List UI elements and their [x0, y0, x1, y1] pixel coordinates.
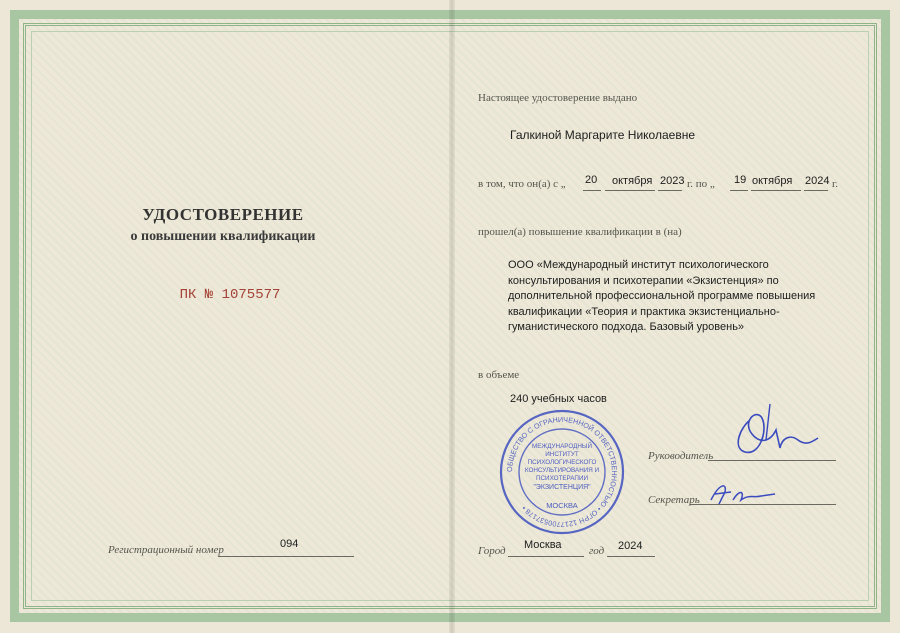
from-month-line — [605, 190, 655, 191]
program-line: ООО «Международный институт психологического — [508, 259, 769, 271]
secretary-signature — [705, 478, 785, 508]
from-day-line — [583, 190, 601, 191]
stamp-line: МЕЖДУНАРОДНЫЙ — [531, 443, 593, 450]
to-day-line — [730, 190, 748, 191]
city-label: Город — [478, 545, 506, 557]
stamp-line: "ЭКЗИСТЕНЦИЯ" — [533, 484, 591, 491]
reg-number-value: 094 — [280, 538, 299, 550]
secretary-label: Секретарь — [648, 494, 700, 506]
period-end: г. — [832, 178, 839, 190]
program-line: гуманистического подхода. Базовый уровень» — [508, 321, 745, 333]
document-subtitle: о повышении квалификации — [130, 229, 316, 244]
from-year: 2023 — [660, 175, 685, 187]
volume-value: 240 учебных часов — [510, 393, 607, 405]
period-mid: г. по „ — [687, 178, 715, 190]
period-intro: в том, что он(а) с „ — [478, 178, 566, 190]
stamp-line: ИНСТИТУТ — [545, 451, 579, 458]
year-value: 2024 — [618, 540, 643, 552]
to-year: 2024 — [805, 175, 830, 187]
passed-label: прошел(а) повышение квалификации в (на) — [478, 226, 682, 238]
center-fold — [449, 0, 455, 633]
city-value: Москва — [524, 539, 562, 551]
stamp-city: МОСКВА — [546, 501, 578, 510]
recipient-name: Галкиной Маргарите Николаевне — [510, 128, 695, 142]
to-year-line — [804, 190, 828, 191]
head-signature — [720, 400, 830, 460]
to-day: 19 — [734, 174, 747, 186]
serial-number: ПК № 1075577 — [179, 287, 281, 303]
stamp-ring-text: ОБЩЕСТВО С ОГРАНИЧЕННОЙ ОТВЕТСТВЕННОСТЬЮ • ОГРН 1217700537178 • — [504, 414, 620, 530]
stamp-line: КОНСУЛЬТИРОВАНИЯ И — [524, 467, 600, 474]
reg-number-label: Регистрационный номер — [108, 544, 224, 556]
year-label: год — [589, 545, 605, 557]
head-signature-line — [708, 460, 836, 461]
show-through-text — [270, 246, 445, 316]
head-label: Руководитель — [648, 450, 714, 462]
to-month-line — [751, 190, 801, 191]
issued-label: Настоящее удостоверение выдано — [478, 92, 638, 104]
stamp-line: ПСИХОТЕРАПИИ — [535, 475, 589, 482]
city-line — [508, 556, 584, 557]
document-title: УДОСТОВЕРЕНИЕ — [142, 205, 304, 224]
to-month: октября — [752, 175, 793, 187]
reg-number-line — [218, 556, 354, 557]
from-day: 20 — [585, 174, 598, 186]
program-line: дополнительной профессиональной программе повышения — [508, 290, 816, 302]
from-month: октября — [612, 175, 653, 187]
institute-stamp — [498, 408, 626, 536]
volume-label: в объеме — [478, 369, 520, 381]
program-description — [508, 258, 815, 336]
program-line: консультирования и психотерапии «Экзистенция» по — [508, 274, 779, 287]
stamp-line: ПСИХОЛОГИЧЕСКОГО — [527, 459, 597, 466]
from-year-line — [658, 190, 682, 191]
year-line — [607, 556, 655, 557]
program-line: квалификации «Теория и практика экзистенциально- — [508, 305, 780, 318]
